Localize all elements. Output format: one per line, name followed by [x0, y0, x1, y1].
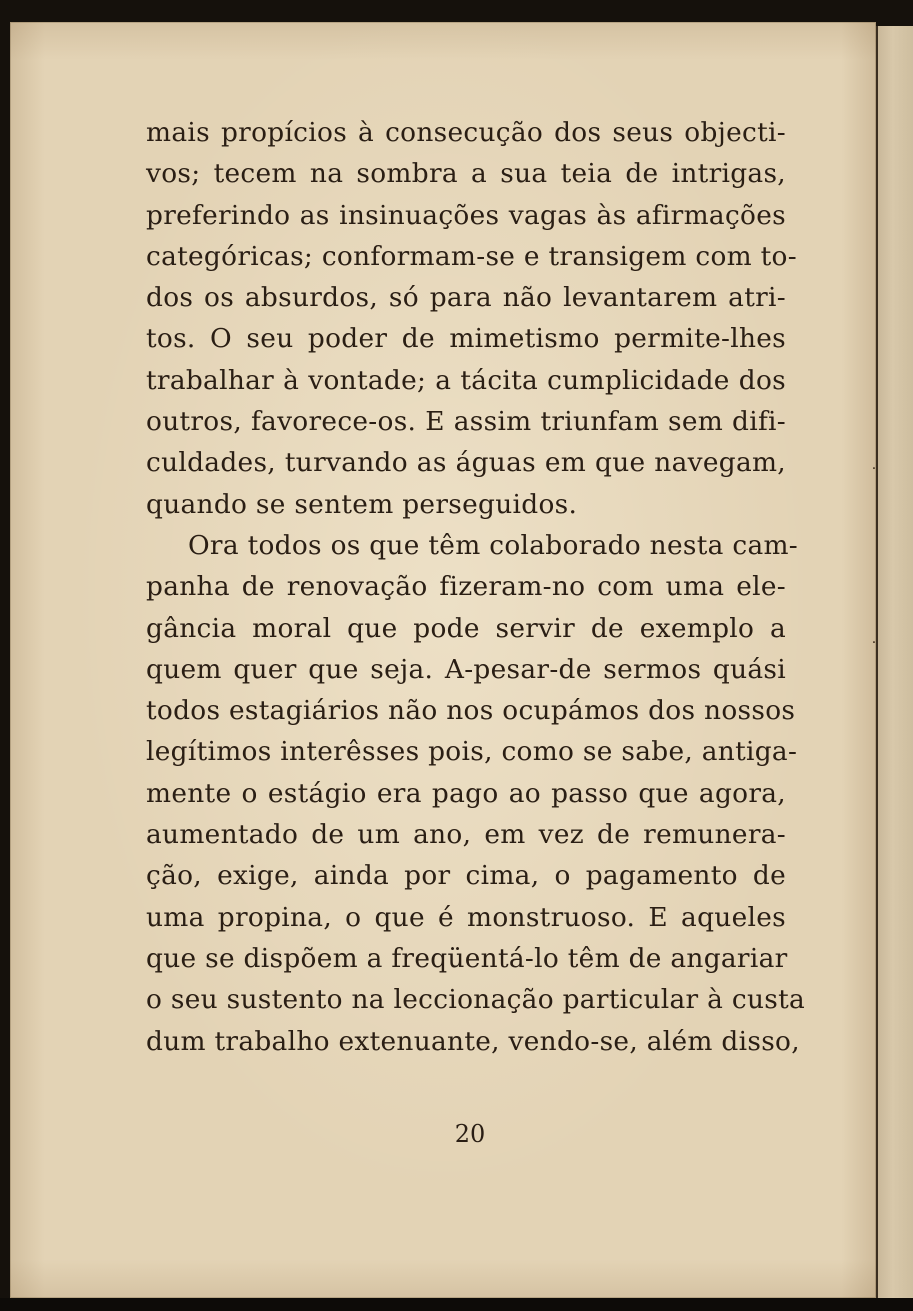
- text-line: aumentado de um ano, em vez de remunera-: [146, 819, 786, 851]
- text-line: culdades, turvando as águas em que navegam,: [146, 447, 786, 479]
- text-line: dos os absurdos, só para não levantarem atri-: [146, 282, 786, 314]
- text-line: o seu sustento na leccionação particular à custa: [146, 984, 806, 1016]
- text-line: outros, favorece-os. E assim triunfam sem difi-: [146, 406, 786, 438]
- text-line: panha de renovação fizeram-no com uma ele-: [146, 571, 786, 603]
- margin-speck: ·: [871, 635, 877, 651]
- text-line: mais propícios à consecução dos seus objecti-: [146, 117, 786, 148]
- text-line: quem quer que seja. A-pesar-de sermos quási: [146, 653, 786, 685]
- text-line: todos estagiários não nos ocupámos dos nossos: [146, 695, 796, 727]
- text-line: ção, exige, ainda por cima, o pagamento de: [146, 860, 786, 892]
- margin-speck: ·: [871, 461, 877, 477]
- text-line: categóricas; conformam-se e transigem com to-: [146, 240, 797, 272]
- text-line: legítimos interêsses pois, como se sabe, antiga-: [146, 736, 798, 768]
- text-line: mente o estágio era pago ao passo que agora,: [146, 777, 786, 809]
- text-line: dum trabalho extenuante, vendo-se, além disso,: [146, 1025, 800, 1057]
- page-number: 20: [454, 1120, 486, 1148]
- text-line: tos. O seu poder de mimetismo permite-lhes: [146, 323, 786, 355]
- text-line: Ora todos os que têm colaborado nesta cam-: [188, 529, 799, 561]
- text-line: vos; tecem na sombra a sua teia de intrigas,: [146, 158, 786, 190]
- text-line: preferindo as insinuações vagas às afirmações: [146, 199, 786, 231]
- adjacent-page-edge: [876, 26, 913, 1311]
- text-line: quando se sentem perseguidos.: [146, 488, 578, 520]
- text-line: uma propina, o que é monstruoso. E aqueles: [146, 901, 786, 933]
- text-line: trabalhar à vontade; a tácita cumplicidade dos: [146, 364, 786, 396]
- text-line: gância moral que pode servir de exemplo a: [146, 612, 786, 644]
- body-text: [146, 112, 806, 1062]
- scan-bottom-border: [0, 1298, 913, 1311]
- text-line: que se dispõem a freqüentá-lo têm de angariar: [146, 942, 788, 974]
